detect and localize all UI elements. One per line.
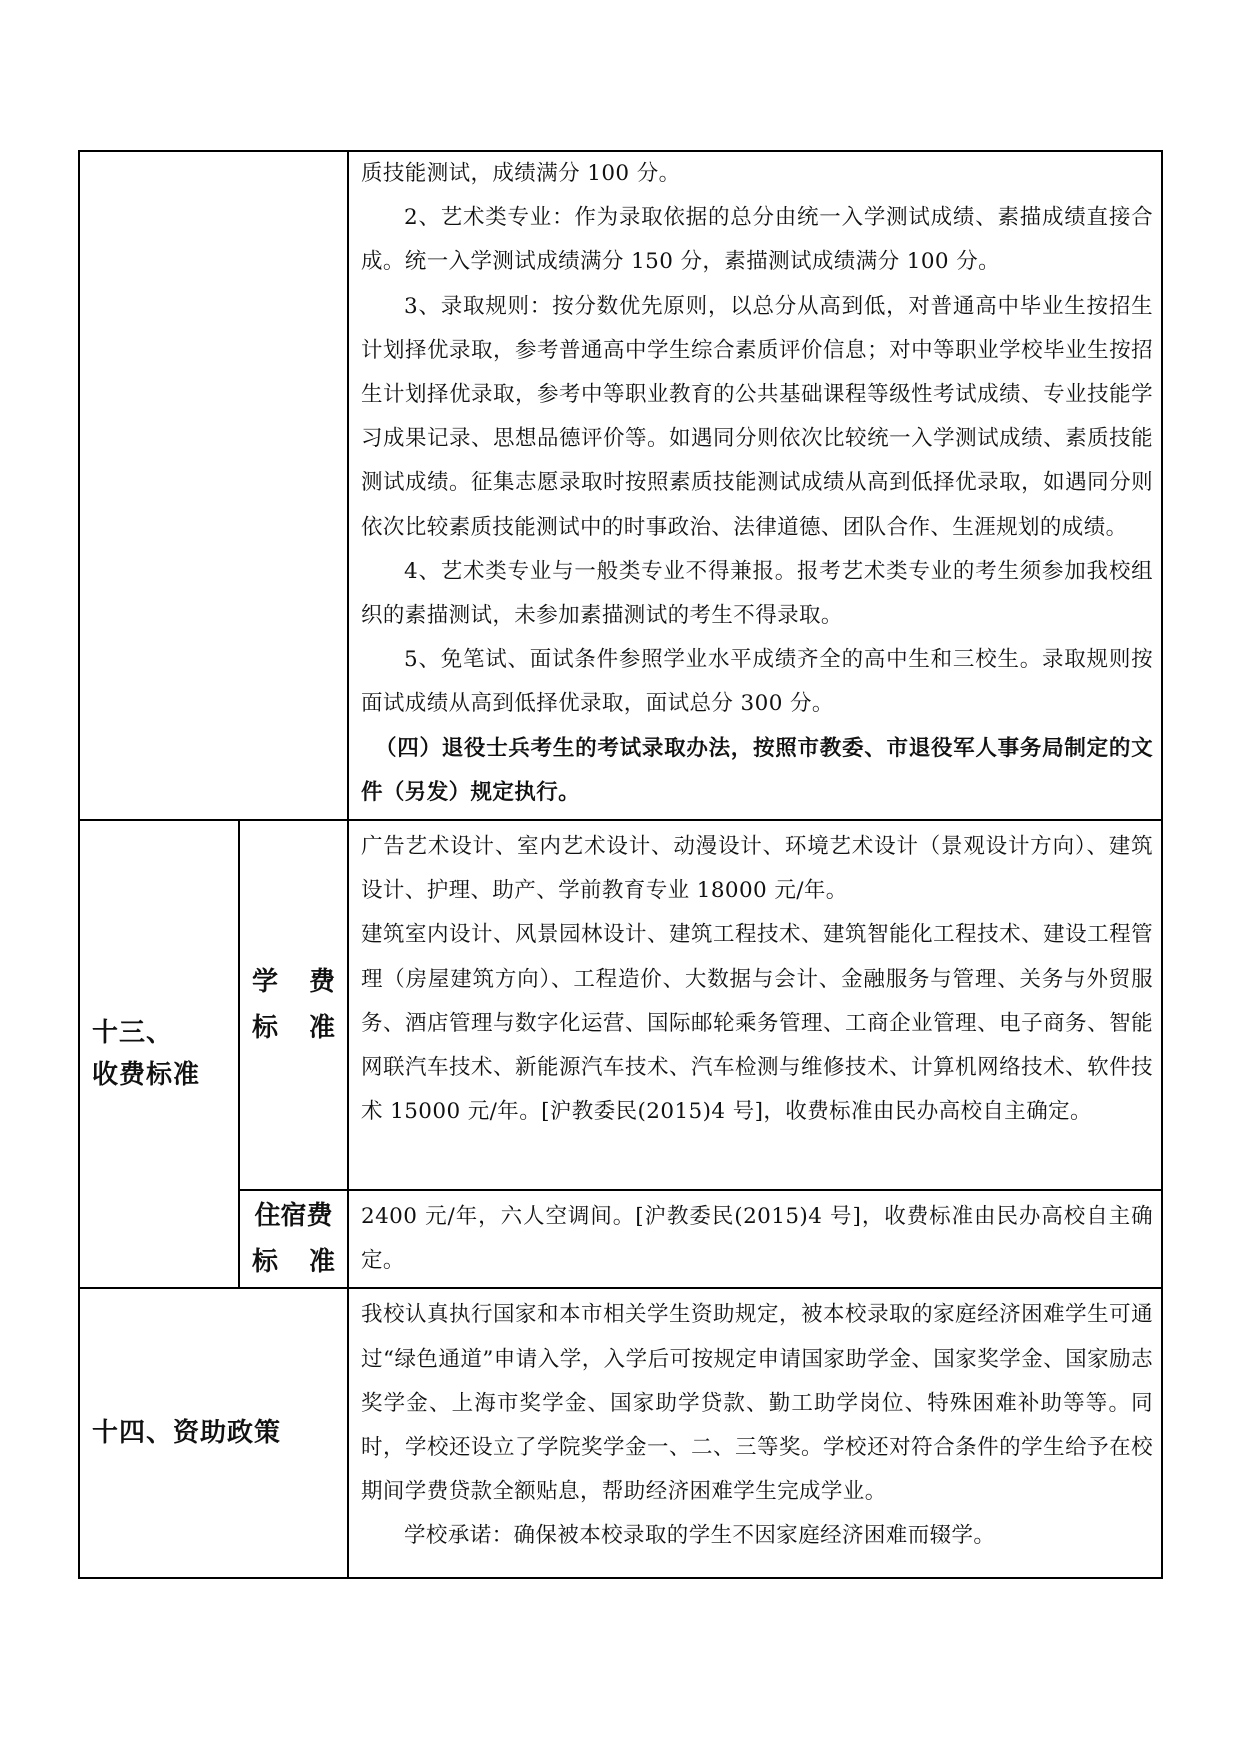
aid-cell — [348, 1288, 1162, 1578]
tuition-cell — [348, 820, 1162, 1190]
tuition-label — [239, 820, 348, 1190]
dorm-text: 2400 元/年，六人空调间。[沪教委民(2015)4 号]，收费标准由民办高校自主确定。 — [361, 1204, 1153, 1274]
admission-text-p0: 质技能测试，成绩满分 100 分。 — [361, 161, 681, 186]
fees-heading-line1: 十三、 — [92, 1018, 174, 1049]
dorm-label-char: 标 — [252, 1247, 279, 1278]
admission-text-veterans: （四）退役士兵考生的考试录取办法，按照市教委、市退役军人事务局制定的文件（另发）规定执行。 — [361, 735, 1153, 805]
tuition-label-char: 标 — [252, 1013, 279, 1044]
tuition-label-char: 学 — [252, 967, 279, 998]
info-table — [78, 150, 1163, 1579]
aid-heading: 十四、资助政策 — [79, 1288, 348, 1578]
admission-text-exempt: 5、免笔试、面试条件参照学业水平成绩齐全的高中生和三校生。录取规则按面试成绩从高到低择优录取，面试总分 300 分。 — [361, 647, 1153, 717]
dorm-row — [79, 1190, 1162, 1288]
fees-heading — [79, 820, 239, 1288]
admission-rules-heading-cell — [79, 151, 348, 820]
admission-rules-row — [79, 151, 1162, 820]
dorm-label-char: 准 — [308, 1247, 335, 1278]
tuition-row — [79, 820, 1162, 1190]
tuition-label-char: 费 — [308, 967, 335, 998]
aid-promise-text: 学校承诺：确保被本校录取的学生不因家庭经济困难而辍学。 — [404, 1523, 996, 1549]
aid-row — [79, 1288, 1162, 1578]
admission-text-no-dual: 4、艺术类专业与一般类专业不得兼报。报考艺术类专业的考生须参加我校组织的素描测试，未参加素描测试的考生不得录取。 — [361, 558, 1153, 629]
tuition-text-15000: 建筑室内设计、风景园林设计、建筑工程技术、建筑智能化工程技术、建设工程管理（房屋建筑方向）、工程造价、大数据与会计、金融服务与管理、关务与外贸服务、酒店管理与数字化运营、国际邮轮乘务管理、工商企业管理、电子商务、智能网联汽车技术、新能源汽车技术、汽车检测与维修技术、计算机网络技术、软件技术 15000 元/年。[沪教委民(2015)4 号]，收费标准由民办高校自主确定。 — [361, 922, 1153, 1125]
tuition-text-18000: 广告艺术设计、室内艺术设计、动漫设计、环境艺术设计（景观设计方向）、建筑设计、护理、助产、学前教育专业 18000 元/年。 — [361, 834, 1153, 904]
admission-text-rules: 3、录取规则：按分数优先原则，以总分从高到低，对普通高中毕业生按招生计划择优录取，参考普通高中学生综合素质评价信息；对中等职业学校毕业生按招生计划择优录取，参考中等职业教育的公共基础课程等级性考试成绩、专业技能学习成果记录、思想品德评价等。如遇同分则依次比较统一入学测试成绩、素质技能测试成绩。征集志愿录取时按照素质技能测试成绩从高到低择优录取，如遇同分则依次比较素质技能测试中的时事政治、法律道德、团队合作、生涯规划的成绩。 — [361, 293, 1153, 540]
fees-heading-line2: 收费标准 — [92, 1060, 201, 1091]
aid-text: 我校认真执行国家和本市相关学生资助规定，被本校录取的家庭经济困难学生可通过“绿色通道”申请入学，入学后可按规定申请国家助学金、国家奖学金、国家励志奖学金、上海市奖学金、国家助学贷款、勤工助学岗位、特殊困难补助等等。同时，学校还设立了学院奖学金一、二、三等奖。学校还对符合条件的学生给予在校期间学费贷款全额贴息，帮助经济困难学生完成学业。 — [361, 1302, 1153, 1505]
dorm-label-line1: 住宿费 — [254, 1201, 333, 1232]
admission-rules-cell — [348, 151, 1162, 820]
dorm-label — [239, 1190, 348, 1288]
dorm-cell — [348, 1190, 1162, 1288]
admission-text-art: 2、艺术类专业：作为录取依据的总分由统一入学测试成绩、素描成绩直接合成。统一入学测试成绩满分 150 分，素描测试成绩满分 100 分。 — [361, 205, 1153, 275]
tuition-label-char: 准 — [308, 1013, 335, 1044]
